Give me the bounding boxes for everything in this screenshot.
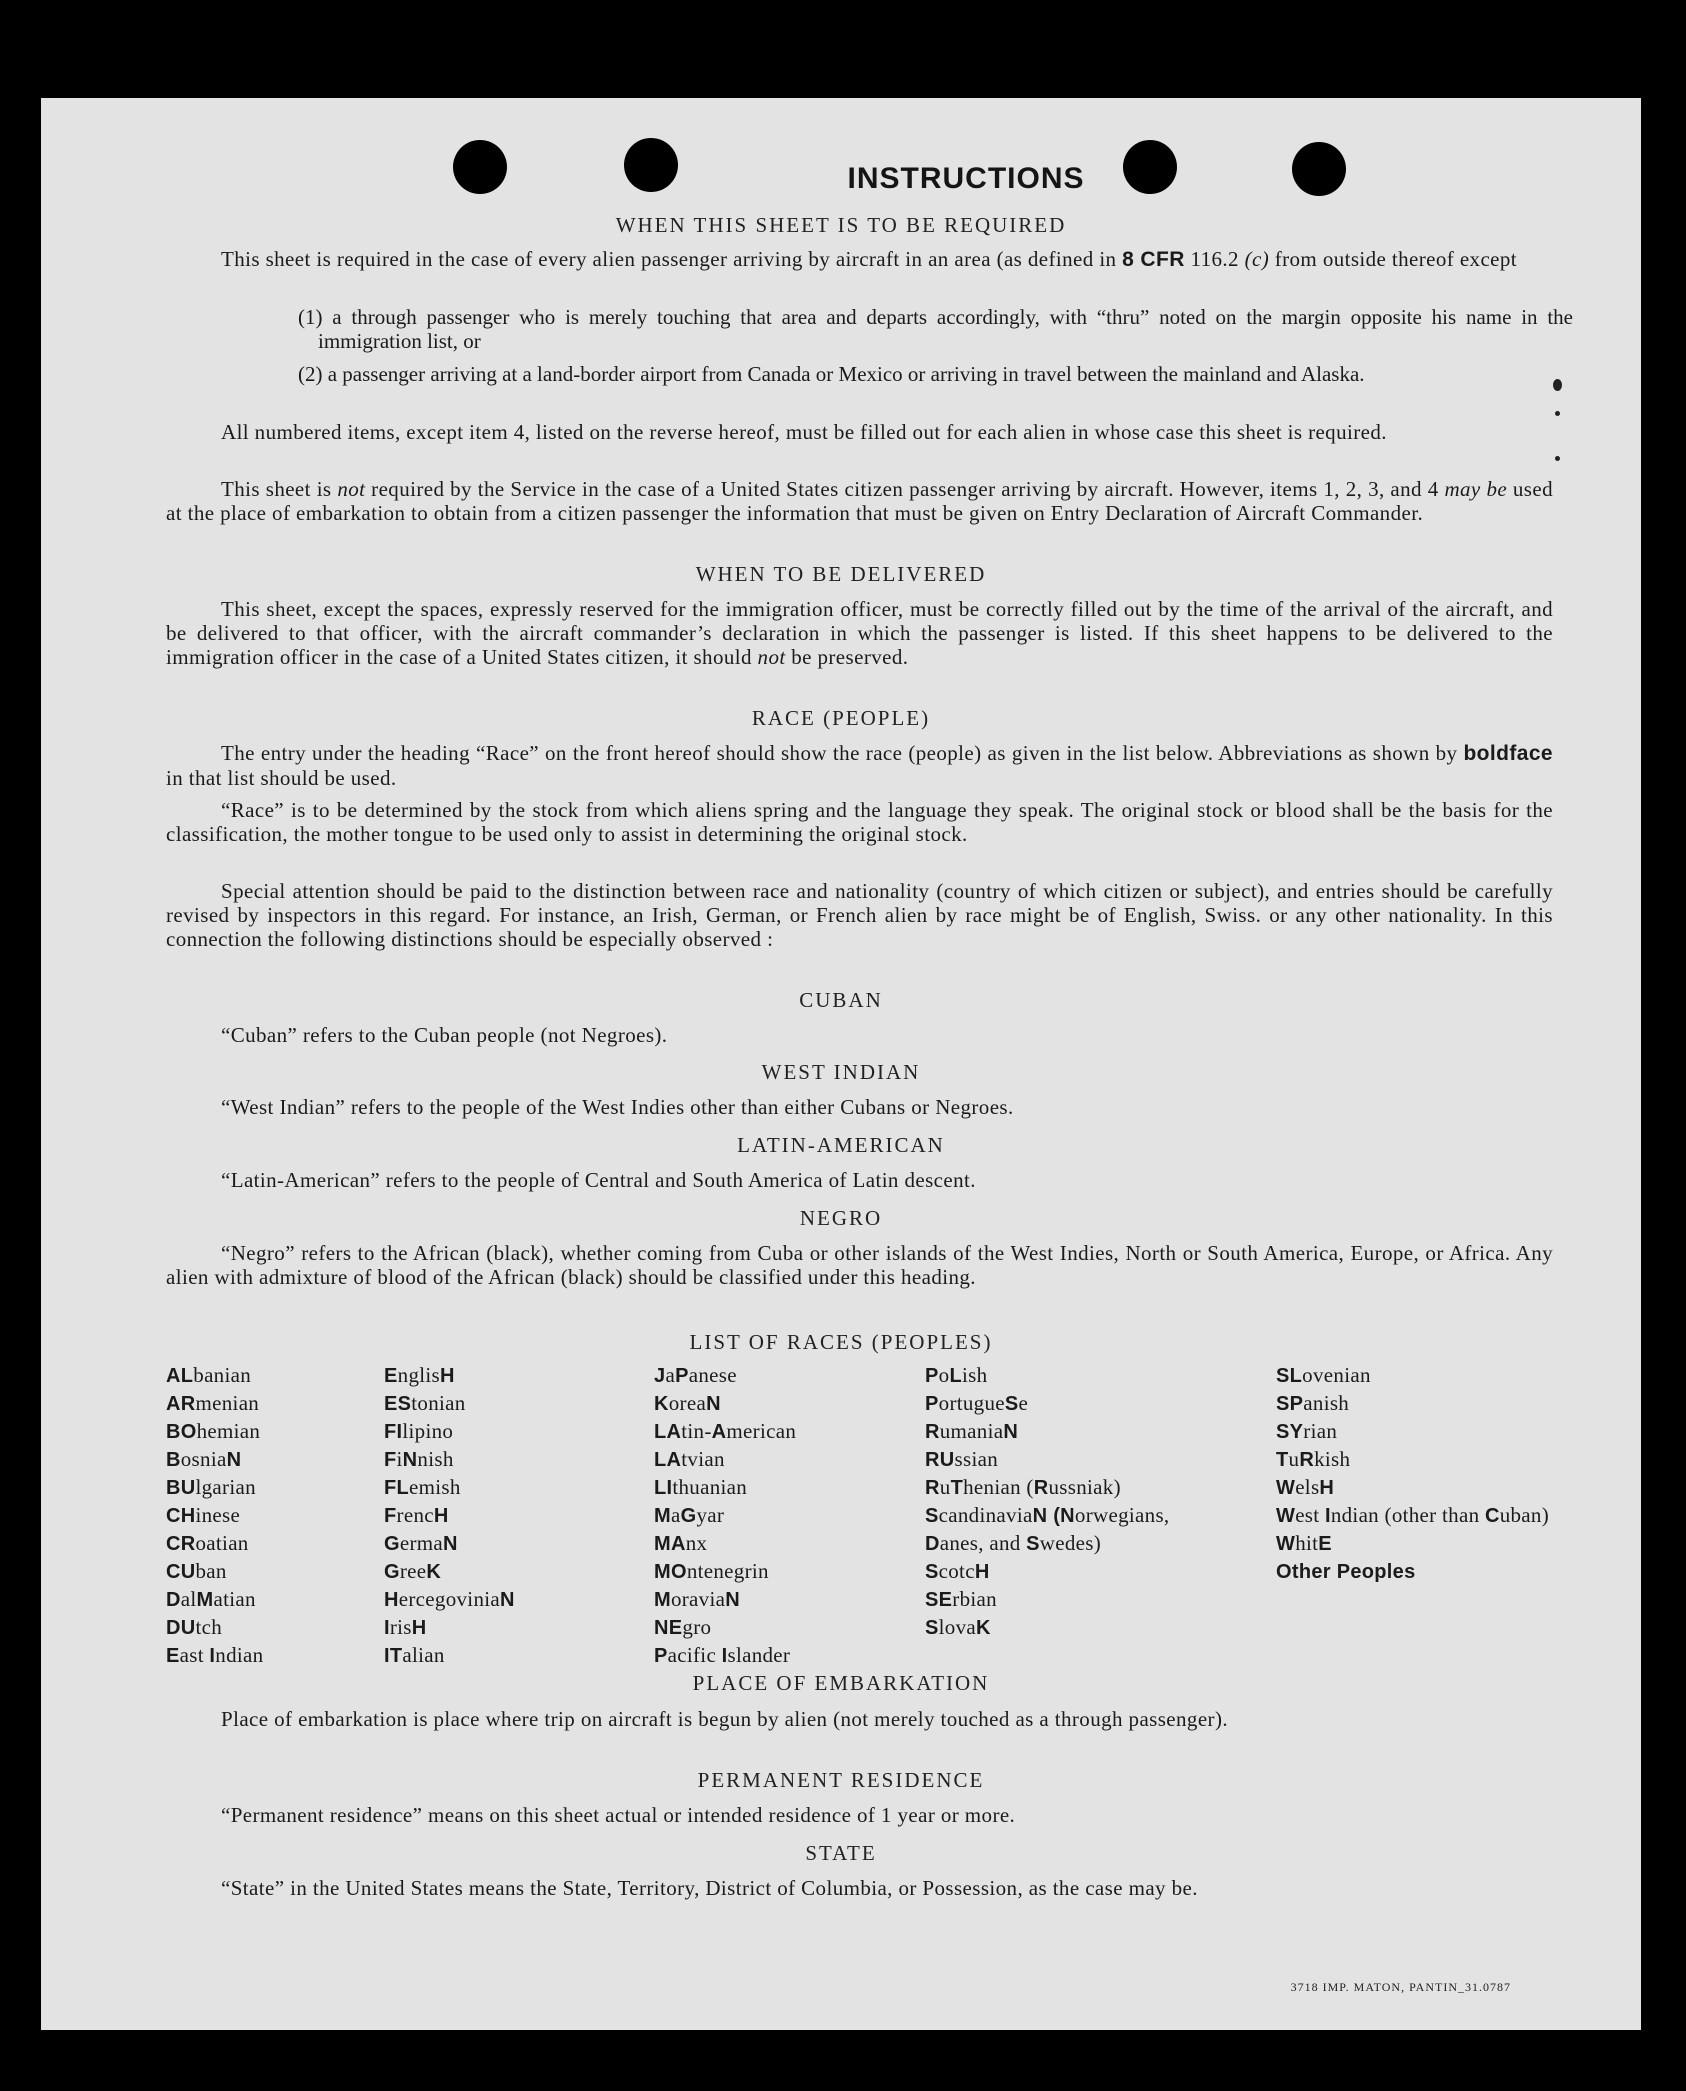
race-entry: FLemish (384, 1475, 461, 1499)
race-entry: RuThenian (Russniak) (925, 1475, 1121, 1499)
section-heading-list-of-races: LIST OF RACES (PEOPLES) (689, 1330, 993, 1354)
required-paragraph-3 (166, 477, 1553, 525)
text-run: from outside thereof except (1269, 247, 1518, 271)
section-heading-state: STATE (805, 1841, 877, 1865)
document-sheet (41, 98, 1641, 2030)
race-entry: HercegoviniaN (384, 1587, 515, 1611)
latin-american-paragraph: “Latin-American” refers to the people of Central and South America of Latin descent. (221, 1168, 976, 1192)
race-entry: SLovenian (1276, 1363, 1371, 1387)
race-paragraph-1 (166, 741, 1553, 790)
race-entry: FiNnish (384, 1447, 454, 1471)
race-entry: EnglisH (384, 1363, 455, 1387)
race-entry: GreeK (384, 1559, 442, 1583)
race-column-2 (384, 1362, 629, 1670)
race-column-3 (654, 1362, 904, 1670)
race-column-4 (925, 1362, 1220, 1642)
page-title: INSTRUCTIONS (847, 162, 1085, 195)
race-entry: RumaniaN (925, 1419, 1019, 1443)
section-heading-race: RACE (PEOPLE) (751, 706, 931, 730)
race-entry: ScandinaviaN (Norwegians, Danes, and Swedes) (925, 1503, 1170, 1555)
race-entry: Other Peoples (1276, 1561, 1416, 1583)
negro-paragraph: “Negro” refers to the African (black), whether coming from Cuba or other islands of the West Indies, North or South America, Europe, or Africa. Any alien with admixture of blood of the African (black) should be classified under this heading. (166, 1241, 1553, 1289)
text-run: (c) (1244, 247, 1270, 271)
race-entry: SYrian (1276, 1419, 1338, 1443)
race-entry: MAnx (654, 1531, 708, 1555)
race-entry: ScotcH (925, 1559, 990, 1583)
required-paragraph-1 (166, 247, 1553, 272)
text-run: 116.2 (1184, 247, 1245, 271)
race-entry: DUtch (166, 1615, 223, 1639)
text-run: required by the Service in the case of a United States citizen passenger arriving by aircraft. However, items 1, 2, 3, and 4 (365, 477, 1445, 501)
race-entry: TuRkish (1276, 1447, 1351, 1471)
race-entry: East Indian (166, 1643, 264, 1667)
cfr-ref: 8 CFR (1122, 248, 1185, 271)
race-entry: MoraviaN (654, 1587, 740, 1611)
state-paragraph: “State” in the United States means the State, Territory, District of Columbia, or Possession, as the case may be. (221, 1876, 1198, 1900)
race-entry: CRoatian (166, 1531, 249, 1555)
race-entry: ITalian (384, 1643, 445, 1667)
race-entry: DalMatian (166, 1587, 256, 1611)
delivered-paragraph (166, 597, 1553, 669)
race-entry: FrencH (384, 1503, 449, 1527)
race-entry: NEgro (654, 1615, 712, 1639)
race-entry: KoreaN (654, 1391, 721, 1415)
section-heading-delivered: WHEN TO BE DELIVERED (695, 562, 987, 586)
race-entry: BOhemian (166, 1419, 261, 1443)
race-entry: PoLish (925, 1363, 988, 1387)
text-run: This sheet, except the spaces, expressly reserved for the immigration officer, must be correctly filled out by the time of the arrival of the aircraft, and be delivered to that officer, with the aircraft commander’s declaration in which the passenger is listed. If this sheet happens to be delivered to the immigration officer in the case of a United States citizen, it should (166, 597, 1553, 669)
section-heading-negro: NEGRO (799, 1206, 883, 1230)
residence-paragraph: “Permanent residence” means on this sheet actual or intended residence of 1 year or more. (221, 1803, 1016, 1827)
race-entry: Pacific Islander (654, 1643, 791, 1667)
race-entry: MaGyar (654, 1503, 725, 1527)
race-entry: CUban (166, 1559, 227, 1583)
race-entry: JaPanese (654, 1363, 737, 1387)
race-entry: SlovaK (925, 1615, 991, 1639)
race-entry: PortugueSe (925, 1391, 1029, 1415)
text-run: may be (1444, 477, 1508, 501)
race-entry: CHinese (166, 1503, 241, 1527)
race-entry: LAtvian (654, 1447, 725, 1471)
margin-speck (1555, 456, 1560, 461)
race-entry: RUssian (925, 1447, 998, 1471)
printer-footer: 3718 IMP. MATON, PANTIN_31.0787 (1290, 1980, 1511, 1994)
race-entry: WelsH (1276, 1475, 1335, 1499)
race-paragraph-2: “Race” is to be determined by the stock from which aliens spring and the language they speak. The original stock or blood shall be the basis for the classification, the mother tongue to be used only to assist in determining the original stock. (166, 798, 1553, 846)
text-run: in that list should be used. (166, 766, 397, 790)
race-entry: West Indian (other than Cuban) (1276, 1503, 1550, 1527)
section-heading-required: WHEN THIS SHEET IS TO BE REQUIRED (615, 213, 1067, 237)
race-entry: SPanish (1276, 1391, 1350, 1415)
text-run: not (337, 477, 366, 501)
west-indian-paragraph: “West Indian” refers to the people of the West Indies other than either Cubans or Negroes. (221, 1095, 1014, 1119)
section-heading-latin-american: LATIN-AMERICAN (737, 1133, 945, 1157)
text-run: This sheet is required in the case of every alien passenger arriving by aircraft in an area (as defined in (221, 247, 1123, 271)
race-paragraph-3: Special attention should be paid to the distinction between race and nationality (country of which citizen or subject), and entries should be carefully revised by inspectors in this regard. For instance, an Irish, German, or French alien by race might be of English, Swiss. or any other nationality. In this connection the following distinctions should be especially observed : (166, 879, 1553, 951)
race-entry: ARmenian (166, 1391, 260, 1415)
cuban-paragraph: “Cuban” refers to the Cuban people (not Negroes). (221, 1023, 668, 1047)
race-entry: EStonian (384, 1391, 466, 1415)
required-exception-1: (1) a through passenger who is merely touching that area and departs accordingly, with “thru” noted on the margin opposite his name in the immigration list, or (298, 305, 1573, 353)
race-column-5 (1276, 1362, 1553, 1586)
section-heading-embarkation: PLACE OF EMBARKATION (692, 1671, 990, 1695)
margin-speck (1555, 411, 1560, 416)
text-run: used at the place of embarkation to obtain from a citizen passenger the information that must be given on Entry Declaration of Aircraft Commander. (166, 477, 1553, 525)
section-heading-cuban: CUBAN (799, 988, 883, 1012)
race-entry: WhitE (1276, 1531, 1332, 1555)
race-entry: SErbian (925, 1587, 997, 1611)
race-entry: IrisH (384, 1615, 427, 1639)
boldface-word: boldface (1463, 742, 1553, 765)
race-entry: LAtin-American (654, 1419, 797, 1443)
race-entry: LIthuanian (654, 1475, 748, 1499)
text-run: be preserved. (785, 645, 909, 669)
race-entry: GermaN (384, 1531, 458, 1555)
required-exception-2: (2) a passenger arriving at a land-border airport from Canada or Mexico or arriving in travel between the mainland and Alaska. (298, 362, 1365, 386)
section-heading-residence: PERMANENT RESIDENCE (697, 1768, 985, 1792)
text-run: not (757, 645, 786, 669)
race-entry: FIlipino (384, 1419, 454, 1443)
race-entry: MOntenegrin (654, 1559, 769, 1583)
text-run: This sheet is (221, 477, 338, 501)
section-heading-west-indian: WEST INDIAN (761, 1060, 921, 1084)
race-entry: BUlgarian (166, 1475, 256, 1499)
required-paragraph-2: All numbered items, except item 4, listed on the reverse hereof, must be filled out for each alien in whose case this sheet is required. (221, 420, 1387, 444)
race-list (166, 1362, 1566, 1667)
text-run: The entry under the heading “Race” on the front hereof should show the race (people) as given in the list below. Abbreviations as shown by (221, 741, 1464, 765)
race-entry: BosniaN (166, 1447, 242, 1471)
race-column-1 (166, 1362, 381, 1670)
race-entry: ALbanian (166, 1363, 252, 1387)
embarkation-paragraph: Place of embarkation is place where trip on aircraft is begun by alien (not merely touched as a through passenger). (221, 1707, 1228, 1731)
